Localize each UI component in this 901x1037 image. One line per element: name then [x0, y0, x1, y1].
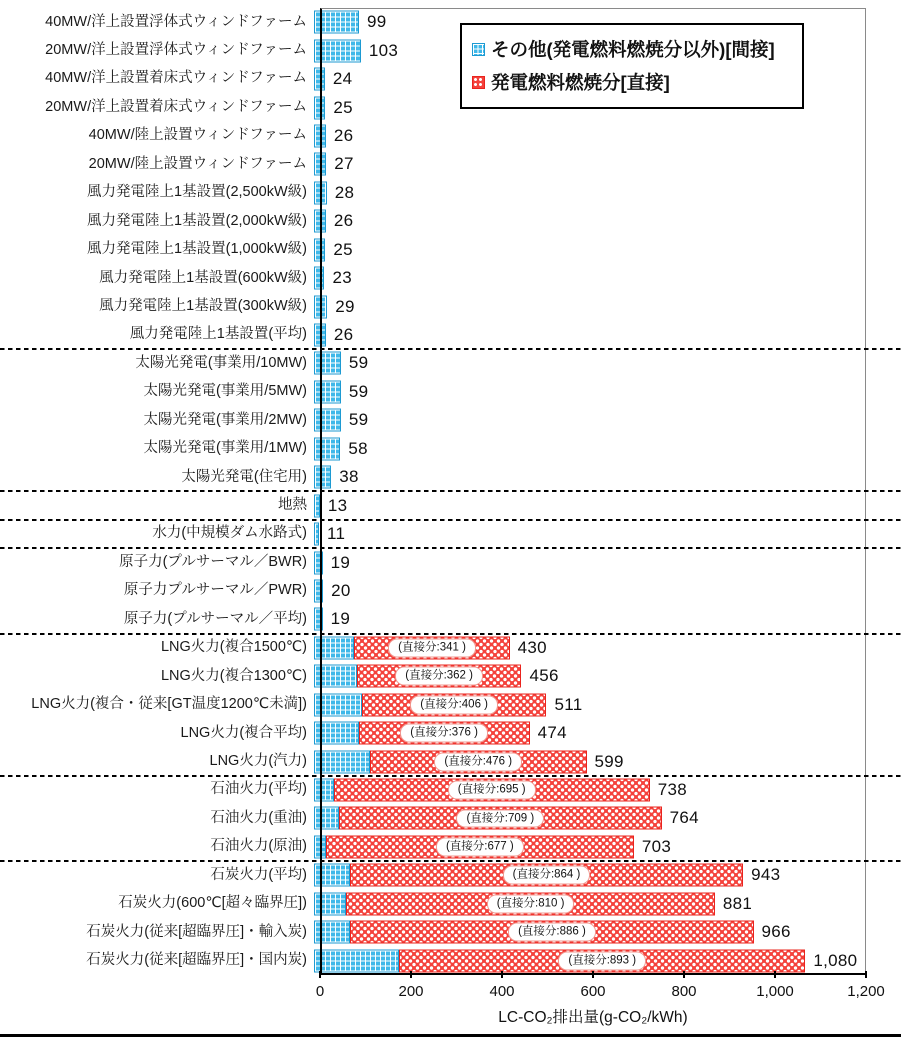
category-label: 風力発電陸上1基設置(2,000kW級): [87, 212, 307, 229]
category-label: 風力発電陸上1基設置(600kW級): [99, 269, 307, 286]
category-label: 原子力プルサーマル／PWR): [123, 582, 307, 599]
total-value-label: 511: [554, 694, 583, 714]
group-separator-line: [0, 348, 901, 350]
indirect-bar-segment: [314, 864, 350, 887]
table-row: [0, 406, 866, 434]
category-label: 風力発電陸上1基設置(300kW級): [99, 297, 307, 314]
total-value-label: 59: [348, 410, 369, 430]
indirect-bar-segment: [314, 210, 326, 233]
table-row: [0, 264, 866, 292]
total-value-label: 738: [657, 780, 688, 800]
direct-value-pill: (直接分:709 ): [456, 809, 544, 828]
x-axis-tick-mark: [774, 971, 776, 978]
indirect-bar-segment: [314, 636, 354, 659]
group-separator-line: [0, 547, 901, 549]
direct-value-pill: (直接分:341 ): [388, 638, 476, 657]
indirect-bar-segment: [314, 921, 350, 944]
table-row: [0, 946, 866, 974]
indirect-bar-segment: [314, 380, 341, 403]
bar-cell: [314, 520, 866, 548]
category-label: 石炭火力(平均): [210, 866, 307, 883]
bar-cell: [314, 435, 866, 463]
category-label: 40MW/陸上設置ウィンドファーム: [88, 127, 307, 144]
group-separator-line: [0, 633, 901, 635]
bar-cell: [314, 634, 866, 662]
category-label: 太陽光発電(事業用/1MW): [143, 440, 307, 457]
x-axis-tick-mark: [410, 971, 412, 978]
total-value-label: 25: [333, 239, 353, 259]
category-label: LNG火力(複合平均): [180, 724, 307, 741]
indirect-bar-segment: [314, 551, 323, 574]
table-row: [0, 890, 866, 918]
indirect-bar-segment: [314, 523, 319, 546]
table-row: [0, 179, 866, 207]
x-axis-tick-mark: [865, 971, 867, 978]
total-value-label: 20: [331, 580, 351, 600]
category-label: 石油火力(原油): [210, 838, 307, 855]
category-label: 石油火力(重油): [210, 809, 307, 826]
indirect-bar-segment: [314, 96, 325, 119]
legend-marker-indirect-icon: [472, 43, 485, 56]
bar-cell: [314, 264, 866, 292]
table-row: [0, 548, 866, 576]
bar-cell: [314, 349, 866, 377]
indirect-bar-segment: [314, 11, 359, 34]
indirect-bar-segment: [314, 267, 324, 290]
indirect-bar-segment: [314, 68, 325, 91]
total-value-label: 28: [334, 182, 355, 202]
total-value-label: 26: [333, 211, 354, 231]
direct-bar-segment: [334, 779, 650, 802]
table-row: [0, 520, 866, 548]
bar-cell: [314, 179, 866, 207]
group-separator-line: [0, 860, 901, 862]
indirect-bar-segment: [314, 835, 326, 858]
category-label: 石炭火力(従来[超臨界圧]・輸入炭): [86, 923, 307, 940]
category-label: 石炭火力(従来[超臨界圧]・国内炭): [86, 952, 307, 969]
total-value-label: 25: [333, 97, 353, 117]
total-value-label: 24: [332, 69, 353, 89]
category-label: 太陽光発電(住宅用): [181, 468, 307, 485]
table-row: [0, 236, 866, 264]
total-value-label: 881: [722, 893, 753, 913]
bar-cell: [314, 463, 866, 491]
bar-cell: [314, 890, 866, 918]
total-value-label: 59: [348, 353, 369, 373]
total-value-label: 764: [669, 808, 699, 828]
group-separator-line: [0, 519, 901, 521]
total-value-label: 23: [332, 268, 352, 288]
table-row: [0, 776, 866, 804]
x-axis-tick-mark: [501, 971, 503, 978]
indirect-bar-segment: [314, 779, 334, 802]
total-value-label: 19: [330, 552, 351, 572]
table-row: [0, 719, 866, 747]
indirect-bar-segment: [314, 892, 346, 915]
indirect-bar-segment: [314, 722, 359, 745]
total-value-label: 456: [529, 666, 559, 686]
category-label: LNG火力(複合・従来[GT温度1200℃未満]): [31, 696, 307, 713]
category-label: 太陽光発電(事業用/10MW): [135, 354, 307, 371]
indirect-bar-segment: [314, 409, 341, 432]
group-separator-line: [0, 490, 901, 492]
table-row: [0, 861, 866, 889]
bar-cell: [314, 150, 866, 178]
x-axis-tick-label: 800: [671, 983, 697, 1000]
table-row: [0, 349, 866, 377]
table-row: [0, 747, 866, 775]
direct-value-pill: (直接分:810 ): [487, 894, 575, 913]
bar-cell: [314, 833, 866, 861]
direct-bar-segment: [346, 892, 715, 915]
bar-cell: [314, 406, 866, 434]
table-row: [0, 378, 866, 406]
category-label: 石油火力(平均): [210, 781, 307, 798]
table-row: [0, 207, 866, 235]
table-row: [0, 463, 866, 491]
indirect-bar-segment: [314, 324, 326, 347]
bar-cell: [314, 207, 866, 235]
legend-marker-direct-icon: [472, 76, 485, 89]
table-row: [0, 662, 866, 690]
indirect-bar-segment: [314, 665, 357, 688]
total-value-label: 26: [333, 325, 354, 345]
direct-bar-segment: [362, 693, 547, 716]
direct-bar-segment: [354, 636, 509, 659]
total-value-label: 599: [594, 751, 624, 771]
indirect-bar-segment: [314, 807, 339, 830]
indirect-bar-segment: [314, 153, 326, 176]
indirect-bar-segment: [314, 693, 362, 716]
bar-cell: [314, 577, 866, 605]
total-value-label: 474: [537, 723, 567, 743]
x-axis-title: LC-CO₂排出量(g-CO₂/kWh): [498, 1009, 688, 1026]
category-label: 原子力(プルサーマル／BWR): [119, 553, 307, 570]
direct-value-pill: (直接分:406 ): [410, 695, 498, 714]
direct-bar-segment: [350, 864, 743, 887]
category-label: 地熱: [278, 497, 307, 514]
x-axis-tick-label: 200: [398, 983, 424, 1000]
total-value-label: 966: [761, 922, 791, 942]
total-value-label: 29: [335, 296, 355, 316]
x-axis-tick-label: 400: [489, 983, 515, 1000]
category-label: 40MW/洋上設置浮体式ウィンドファーム: [45, 13, 307, 30]
group-separator-line: [0, 775, 901, 777]
bar-cell: [314, 548, 866, 576]
legend-item-indirect: [472, 36, 792, 62]
direct-bar-segment: [359, 722, 530, 745]
table-row: [0, 122, 866, 150]
table-row: [0, 918, 866, 946]
bar-cell: [314, 918, 866, 946]
x-axis-tick-mark: [319, 971, 321, 978]
x-axis-tick-mark: [683, 971, 685, 978]
direct-bar-segment: [370, 750, 587, 773]
direct-bar-segment: [326, 835, 634, 858]
indirect-bar-segment: [314, 466, 331, 489]
indirect-bar-segment: [314, 181, 327, 204]
indirect-bar-segment: [314, 437, 340, 460]
total-value-label: 99: [367, 12, 387, 32]
indirect-bar-segment: [314, 579, 323, 602]
direct-bar-segment: [399, 949, 805, 972]
bar-cell: [314, 236, 866, 264]
direct-bar-segment: [350, 921, 753, 944]
bar-cell: [314, 378, 866, 406]
bar-cell: [314, 691, 866, 719]
category-label: 風力発電陸上1基設置(1,000kW級): [87, 241, 307, 258]
direct-value-pill: (直接分:677 ): [436, 837, 524, 856]
direct-value-pill: (直接分:886 ): [508, 923, 596, 942]
total-value-label: 58: [348, 438, 368, 458]
table-row: [0, 605, 866, 633]
x-axis-tick-mark: [592, 971, 594, 978]
direct-value-pill: (直接分:362 ): [395, 667, 483, 686]
x-axis-tick-label: 600: [580, 983, 606, 1000]
table-row: [0, 435, 866, 463]
total-value-label: 1,080: [813, 950, 858, 970]
total-value-label: 27: [334, 154, 354, 174]
bar-cell: [314, 605, 866, 633]
total-value-label: 13: [327, 495, 348, 515]
table-row: [0, 292, 866, 320]
total-value-label: 103: [368, 40, 399, 60]
legend-label-direct: 発電燃料燃焼分[直接]: [491, 72, 670, 93]
indirect-bar-segment: [314, 750, 370, 773]
legend-box: [460, 23, 804, 109]
category-label: LNG火力(複合1500℃): [160, 639, 307, 656]
direct-value-pill: (直接分:376 ): [400, 724, 488, 743]
legend-item-direct: [472, 69, 792, 95]
total-value-label: 38: [339, 467, 359, 487]
bar-cell: [314, 292, 866, 320]
total-value-label: 19: [330, 609, 351, 629]
total-value-label: 26: [333, 125, 354, 145]
table-row: [0, 577, 866, 605]
direct-value-pill: (直接分:893 ): [558, 951, 646, 970]
direct-bar-segment: [339, 807, 662, 830]
category-label: 風力発電陸上1基設置(2,500kW級): [87, 184, 307, 201]
table-row: [0, 833, 866, 861]
bar-cell: [314, 747, 866, 775]
total-value-label: 430: [517, 637, 547, 657]
x-axis-tick-label: 1,200: [847, 983, 885, 1000]
category-label: 20MW/洋上設置浮体式ウィンドファーム: [45, 42, 307, 59]
category-label: LNG火力(汽力): [209, 752, 307, 769]
table-row: [0, 150, 866, 178]
table-row: [0, 691, 866, 719]
direct-bar-segment: [357, 665, 522, 688]
direct-value-pill: (直接分:476 ): [434, 752, 522, 771]
category-label: 石炭火力(600℃[超々臨界圧]): [118, 895, 307, 912]
indirect-bar-segment: [314, 352, 341, 375]
indirect-bar-segment: [314, 608, 323, 631]
direct-value-pill: (直接分:695 ): [448, 781, 536, 800]
indirect-bar-segment: [314, 39, 361, 62]
bar-cell: [314, 776, 866, 804]
category-label: 原子力(プルサーマル／平均): [123, 610, 307, 627]
category-label: 太陽光発電(事業用/2MW): [143, 411, 307, 428]
total-value-label: 59: [348, 381, 369, 401]
category-label: 水力(中規模ダム水路式): [152, 525, 307, 542]
x-axis-tick-label: 1,000: [756, 983, 794, 1000]
indirect-bar-segment: [314, 494, 320, 517]
indirect-bar-segment: [314, 295, 327, 318]
total-value-label: 943: [751, 865, 781, 885]
bar-cell: [314, 491, 866, 519]
bar-cell: [314, 321, 866, 349]
bar-cell: [314, 662, 866, 690]
indirect-bar-segment: [314, 238, 325, 261]
category-label: LNG火力(複合1300℃): [160, 667, 307, 684]
category-label: 20MW/陸上設置ウィンドファーム: [88, 155, 307, 172]
category-label: 20MW/洋上設置着床式ウィンドファーム: [45, 98, 307, 115]
bar-cell: [314, 946, 866, 974]
indirect-bar-segment: [314, 949, 399, 972]
table-row: [0, 491, 866, 519]
bar-cell: [314, 804, 866, 832]
legend-label-indirect: その他(発電燃料燃焼分以外)[間接]: [491, 39, 775, 60]
bar-cell: [314, 719, 866, 747]
table-row: [0, 634, 866, 662]
bar-cell: [314, 122, 866, 150]
category-label: 風力発電陸上1基設置(平均): [129, 326, 307, 343]
total-value-label: 703: [641, 836, 672, 856]
x-axis-tick-label: 0: [315, 983, 325, 1000]
total-value-label: 11: [327, 524, 346, 544]
indirect-bar-segment: [314, 124, 326, 147]
category-label: 太陽光発電(事業用/5MW): [143, 383, 307, 400]
direct-value-pill: (直接分:864 ): [503, 866, 591, 885]
bar-cell: [314, 861, 866, 889]
table-row: [0, 804, 866, 832]
category-label: 40MW/洋上設置着床式ウィンドファーム: [45, 70, 307, 87]
table-row: [0, 321, 866, 349]
